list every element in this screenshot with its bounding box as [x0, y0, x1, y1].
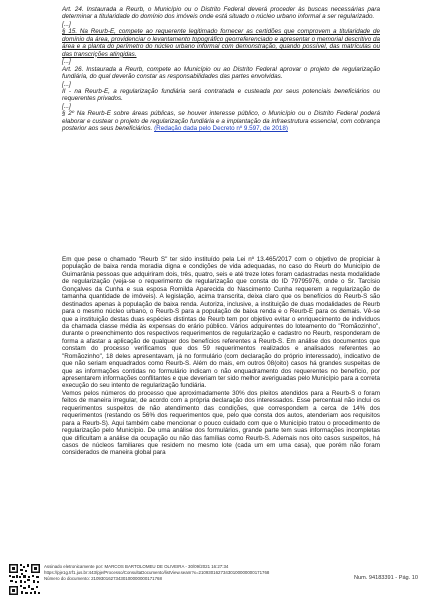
- body-text: [62, 256, 380, 457]
- quote-ellipsis: [...]: [62, 20, 71, 28]
- page-number: Num. 94183391 - Pág. 10: [353, 575, 418, 581]
- quote-art24: Art. 24. Instaurada a Reurb, o Município ou o Distrito Federal deverá proceder às buscas necessárias para determinar a titularidade do domínio dos imóveis onde está situado o núcleo urbano informal a ser regularizado.: [62, 6, 380, 21]
- quote-par15: § 15. Na Reurb-E, compete ao requerente legitimado fornecer as certidões que comprovem a titularidade de domínio da área, providenciar o levantamento topográfico georreferenciado e apresentar o memorial descritivo da área e a planta do perímetro do núcleo urbano informal com demonstração, quando possível, das matrículas ou das transcrições atingidas.: [62, 28, 380, 58]
- qr-code-icon[interactable]: [8, 563, 41, 596]
- signature-footer: [0, 560, 424, 600]
- signature-info: [44, 564, 334, 583]
- quote-ellipsis: [...]: [62, 58, 71, 66]
- signed-by-line: Assinado eletronicamente por: MARCOS BARTOLOMEU DE OLIVEIRA - 30/09/2021 16:27:34: [44, 564, 229, 569]
- quote-par2-text: § 2º Na Reurb-E sobre áreas públicas, se houver interesse público, o Município ou o Distrito Federal poderá elaborar e custear o projeto de regularização fundiária e a implantação da infraestrutura essencial, com cobrança posterior aos seus beneficiários.: [62, 110, 380, 133]
- decree-link[interactable]: (Redação dada pelo Decreto nº 9.597, de 2018): [154, 125, 288, 133]
- quote-ellipsis: [...]: [62, 80, 71, 88]
- quote-ellipsis: [...]: [62, 102, 71, 110]
- body-paragraph-2: Vemos pelos números do processo que aproximadamente 30% dos pleitos atendidos para a Reurb-S o foram feitos de maneira irregular, de acordo com a própria declaração dos interessados. Esse percentual não inclui os requerimentos suspeitos de não atendimento das condições, que correspondem a cerca de 14% dos requerimentos (restando os 56% dos requerimentos que, pelo que consta dos autos, atenderiam aos requisitos para a Reurb-S). Aqui também cabe mencionar o pouco cuidado com que o Município tratou o procedimento de regularização pelo Município. De uma análise dos formulários, grande parte tem suas informações incompletas que dificultam a análise da ocupação ou não das famílias como Reurb-S. Ademais nos oito casos suspeitos, há casos de núcleos familiares que residem no mesmo lote (cada um em uma casa), que porém não foram considerados de maneira global para: [62, 389, 380, 457]
- legal-quote-block: [62, 6, 380, 133]
- quote-art26: Art. 26. Instaurada a Reurb, compete ao Município ou ao Distrito Federal aprovar o projeto de regularização fundiária, do qual deverão constar as responsabilidades das partes envolvidas.: [62, 65, 380, 81]
- document-url-line[interactable]: https://pje1g.trf1.jus.br:443/pje/Processo/ConsultaDocumento/listView.seam?x=21093016273430100000000171768: [44, 570, 270, 576]
- quote-inc2: II - na Reurb-E, a regularização fundiária será contratada e custeada por seus potenciais beneficiários ou requerentes privados.: [62, 87, 380, 103]
- body-paragraph-1: Em que pese o chamado "Reurb S" ter sido instituído pela Lei nº 13.465/2017 com o objetivo de propiciar à população de baixa renda moradia digna e condições de vida adequadas, no caso do Reurb do Município de Guimarânia pessoas que adquiriram dois, três, quatro, seis e até treze lotes foram cadastradas nesta modalidade de regularização (veja-se o requerimento de regularização que consta do ID 79795976, onde o Sr. Tarcísio Gonçalves da Cunha e sua esposa Romilda Aparecida do Nascimento Cunha requerem a regularização de tamanha quantidade de imóveis). A legislação, acima transcrita, deixa claro que os benefícios do Reurb-S são destinados apenas à população de baixa renda. Autoriza, inclusive, a instituição de duas modalidades de Reurb para o mesmo núcleo urbano, o Reurb-S para a população de baixa renda e o Reurb-E para os demais. Vê-se que a instituição destas duas espécies distintas de Reurb tem por objetivo evitar o enriquecimento de indivíduos da chamada classe média às expensas do erário público. Vários adquirentes do loteamento do "Romãozinho", durante o preenchimento dos respectivos requerimentos de regularização e cadastro no Reurb, responderam de forma a afastar a aplicação de qualquer dos benefícios referentes a Reurb-S. Em análise dos documentos que constam do processo verificamos que dos 59 requerimentos realizados e analisados referentes ao "Romãozinho", 18 deles apresentavam, já no formulário (com declaração do próprio interessado), indicativo de que não seriam enquadrados como Reurb-S. Além do mais, em outros 08(oito) casos há grandes suspeitas de que as informações contidas no formulário indicam o não enquadramento dos requerentes no benefício, por apresentarem informações conflitantes e que deveriam ter sido melhor averiguadas pelo Município para a correta execução do seu intento de regularização fundiária.: [62, 256, 380, 390]
- quote-par2: [62, 110, 380, 132]
- document-number-line: Número do documento: 21093016273430100000000171768: [44, 576, 162, 582]
